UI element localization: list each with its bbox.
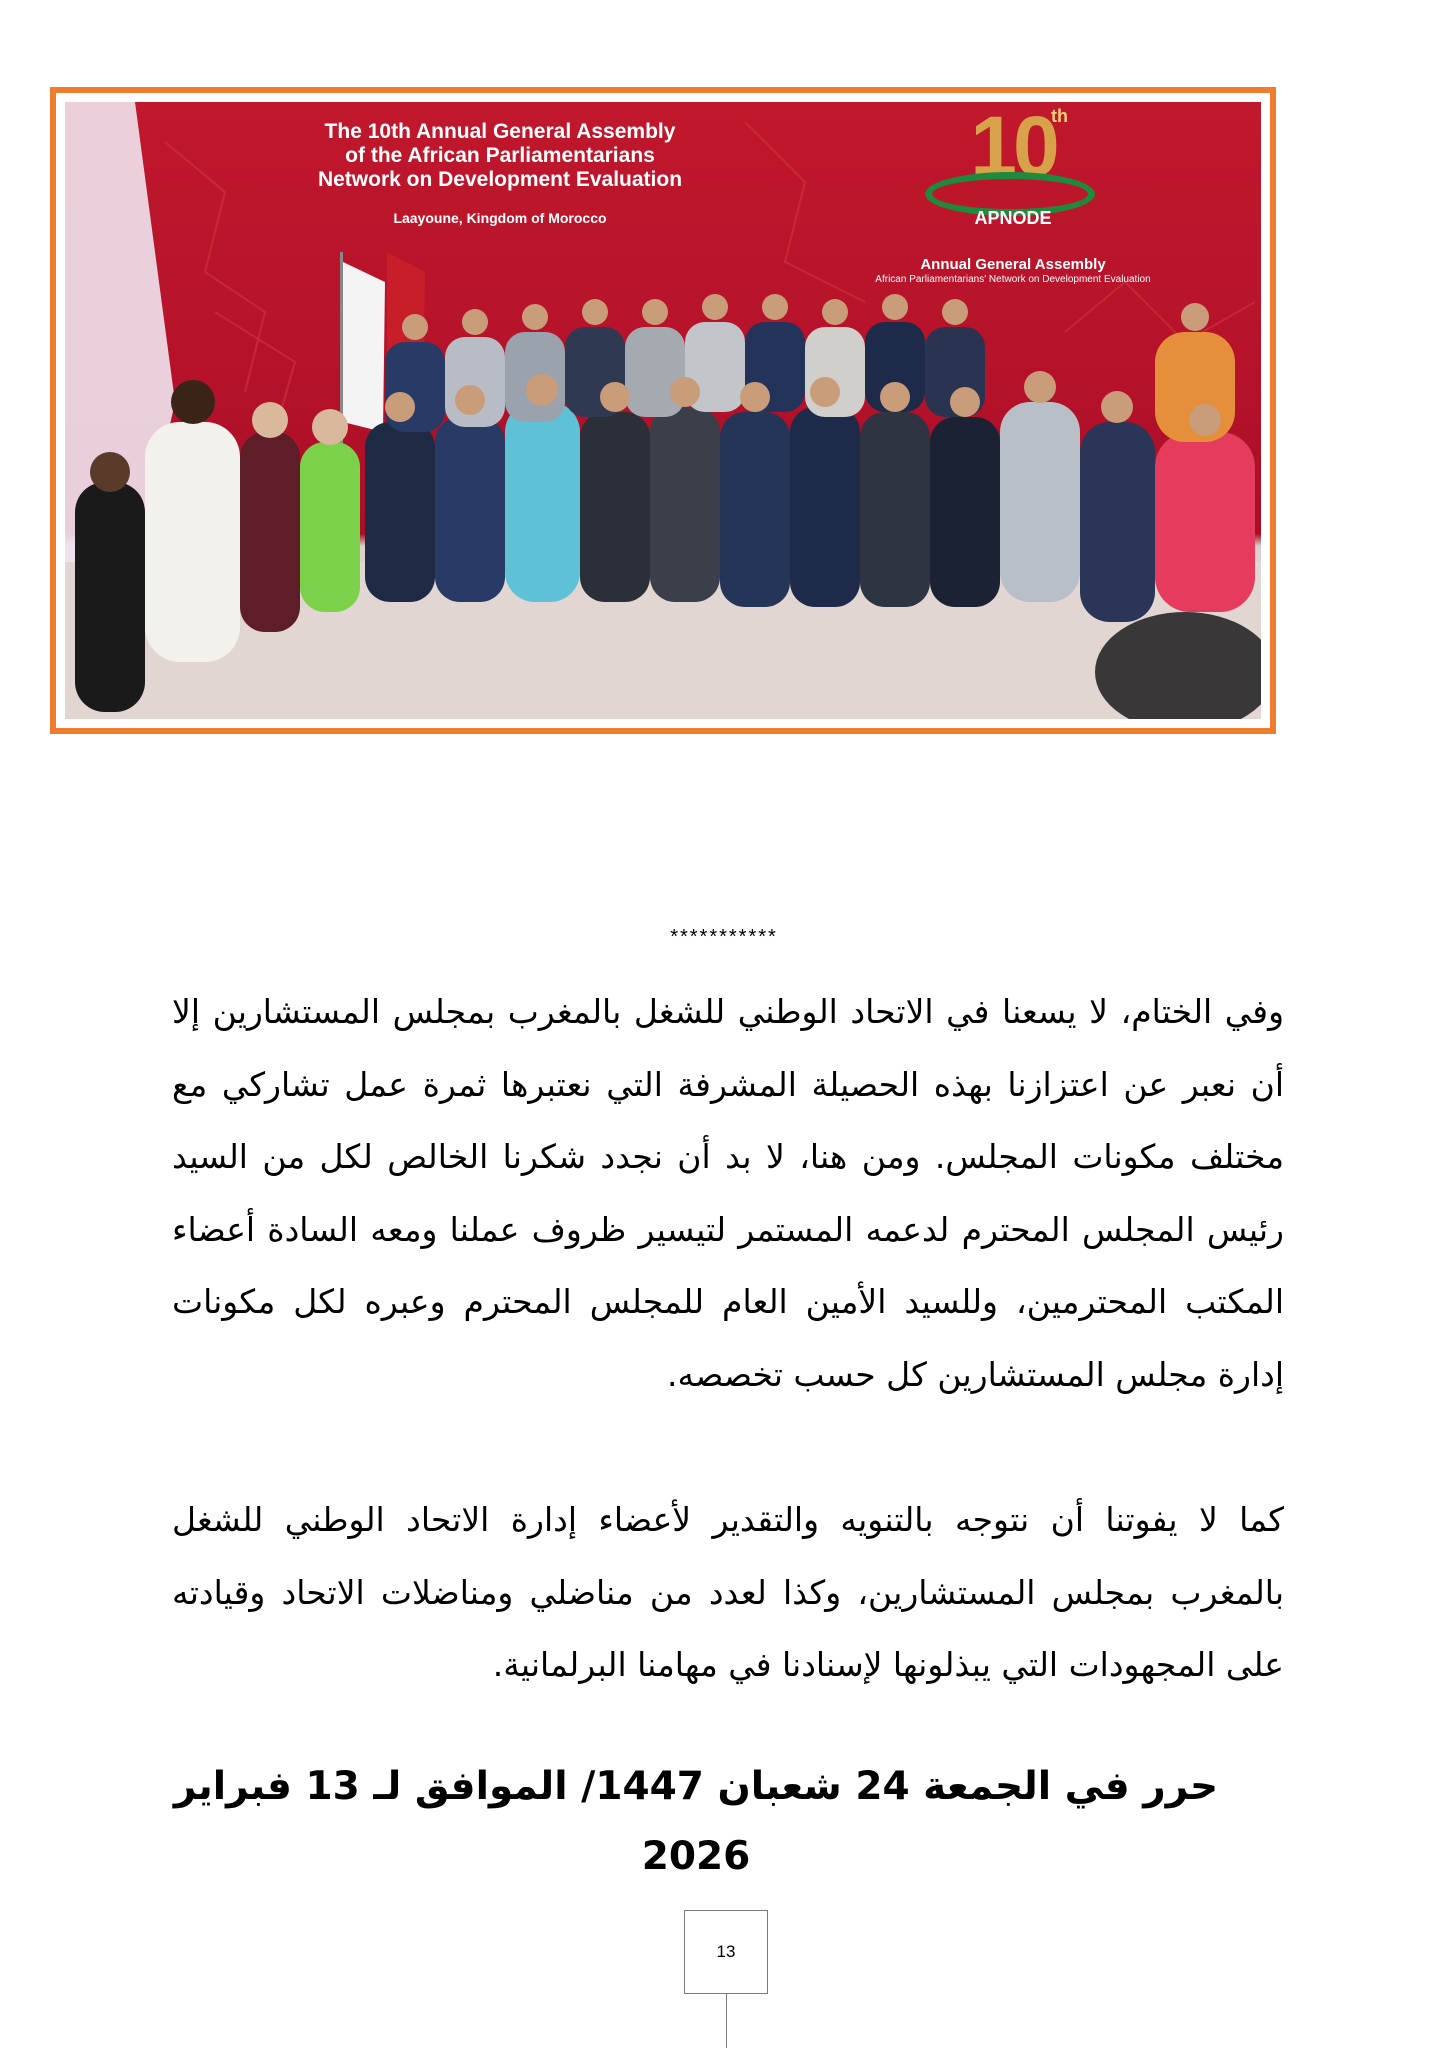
banner-caption xyxy=(265,120,735,227)
banner-location: Laayoune, Kingdom of Morocco xyxy=(393,210,607,227)
logo-number: 10 xyxy=(970,102,1056,193)
logo-name: APNODE xyxy=(974,208,1052,228)
logo-subtitle: African Parliamentarians' Network on Development Evaluation xyxy=(875,274,1151,285)
separator: *********** xyxy=(670,926,778,948)
logo-suffix: th xyxy=(1051,106,1068,126)
apnode-logo xyxy=(863,104,1163,304)
closing-paragraph-2: كما لا يفوتنا أن نتوجه بالتنويه والتقدير لأعضاء إدارة الاتحاد الوطني للشغل بالمغرب بمجلس المستشارين، وكذا لعدد من مناضلي ومناضلات الاتحاد وقيادته على المجهودات التي يبذلونها لإسنادنا في مهامنا البرلمانية. xyxy=(172,1500,1284,1684)
closing-paragraph-1: وفي الختام، لا يسعنا في الاتحاد الوطني للشغل بالمغرب بمجلس المستشارين إلا أن نعبر عن اعتزازنا بهذه الحصيلة المشرفة التي نعتبرها ثمرة عمل تشاركي مع مختلف مكونات المجلس. ومن هنا، لا بد أن نجدد شكرنا الخالص لكل من السيد رئيس المجلس المحترم لدعمه المستمر لتيسير ظروف عملنا ومعه السادة أعضاء المكتب المحترمين، وللسيد الأمين العام للمجلس المحترم وعبره لكل مكونات إدارة مجلس المستشارين كل حسب تخصصه. xyxy=(172,992,1284,1394)
page-number: 13 xyxy=(684,1910,768,1994)
banner-line-2: of the African Parliamentarians xyxy=(345,144,655,168)
page-number-stem xyxy=(726,1994,727,2048)
group-photo-frame xyxy=(50,87,1276,734)
date-line: حرر في الجمعة 24 شعبان 1447/ الموافق لـ 13 فبراير 2026 xyxy=(173,1764,1219,1879)
banner-line-3: Network on Development Evaluation xyxy=(317,168,683,192)
logo-title: Annual General Assembly xyxy=(920,256,1106,273)
banner-line-1: The 10th Annual General Assembly xyxy=(324,120,676,143)
group-photo xyxy=(65,102,1261,719)
